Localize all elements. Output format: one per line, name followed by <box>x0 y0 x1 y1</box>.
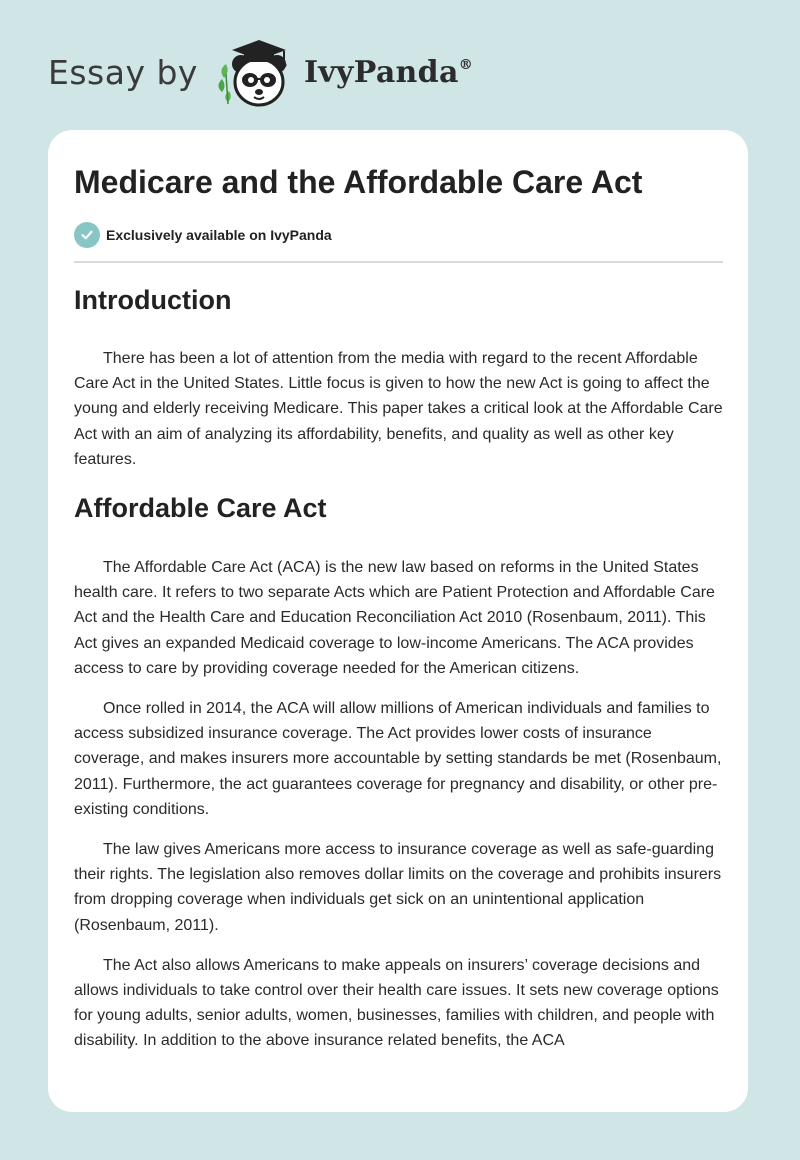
panda-graduate-icon <box>214 34 302 110</box>
exclusive-badge <box>74 222 332 248</box>
section-heading-affordable-care-act: Affordable Care Act <box>74 493 327 524</box>
section-heading-introduction: Introduction <box>74 285 232 315</box>
brand-header <box>48 34 473 110</box>
essay-card <box>48 130 748 1112</box>
brand-name: IvyPanda® <box>303 54 473 90</box>
paragraph: The Affordable Care Act (ACA) is the new law based on reforms in the United States health care. It refers to two separate Acts which are Patient Protection and Affordable Care Act and the Health Care and Education Reconciliation Act 2010 (Rosenbaum, 2011). This Act gives an expanded Medicaid coverage to low-income Americans. The ACA provides access to care by providing coverage needed for the American citizens. <box>74 559 715 677</box>
paragraph: Once rolled in 2014, the ACA will allow millions of American individuals and families to access subsidized insurance coverage. The Act provides lower costs of insurance coverage, and makes insurers more accountable by setting standards be met (Rosenbaum, 2011). Furthermore, the act guarantees coverage for pregnancy and disability, or other pre-existing conditions. <box>74 700 722 818</box>
check-circle-icon <box>74 222 100 248</box>
essay-content <box>74 282 724 1054</box>
badge-text: Exclusively available on IvyPanda <box>106 227 332 243</box>
paragraph: There has been a lot of attention from the media with regard to the recent Affordable Care Act in the United States. Little focus is given to how the new Act is going to affect the young and elderly receiving Medicare. This paper takes a critical look at the Affordable Care Act with an aim of analyzing its affordability, benefits, and quality as well as other key features. <box>74 350 723 468</box>
brand-prefix: Essay by <box>48 52 198 92</box>
divider <box>74 261 723 263</box>
registered-mark: ® <box>458 56 473 73</box>
page-title: Medicare and the Affordable Care Act <box>74 164 643 200</box>
paragraph: The law gives Americans more access to insurance coverage as well as safe-guarding their rights. The legislation also removes dollar limits on the coverage and prohibits insurers from dropping coverage when individuals get sick on an unintentional application (Rosenbaum, 2011). <box>74 841 722 934</box>
paragraph: The Act also allows Americans to make appeals on insurers’ coverage decisions and allows individuals to take control over their health care issues. It sets new coverage options for young adults, senior adults, women, businesses, families with children, and people with disability. In addition to the above insurance related benefits, the ACA <box>74 956 719 1050</box>
